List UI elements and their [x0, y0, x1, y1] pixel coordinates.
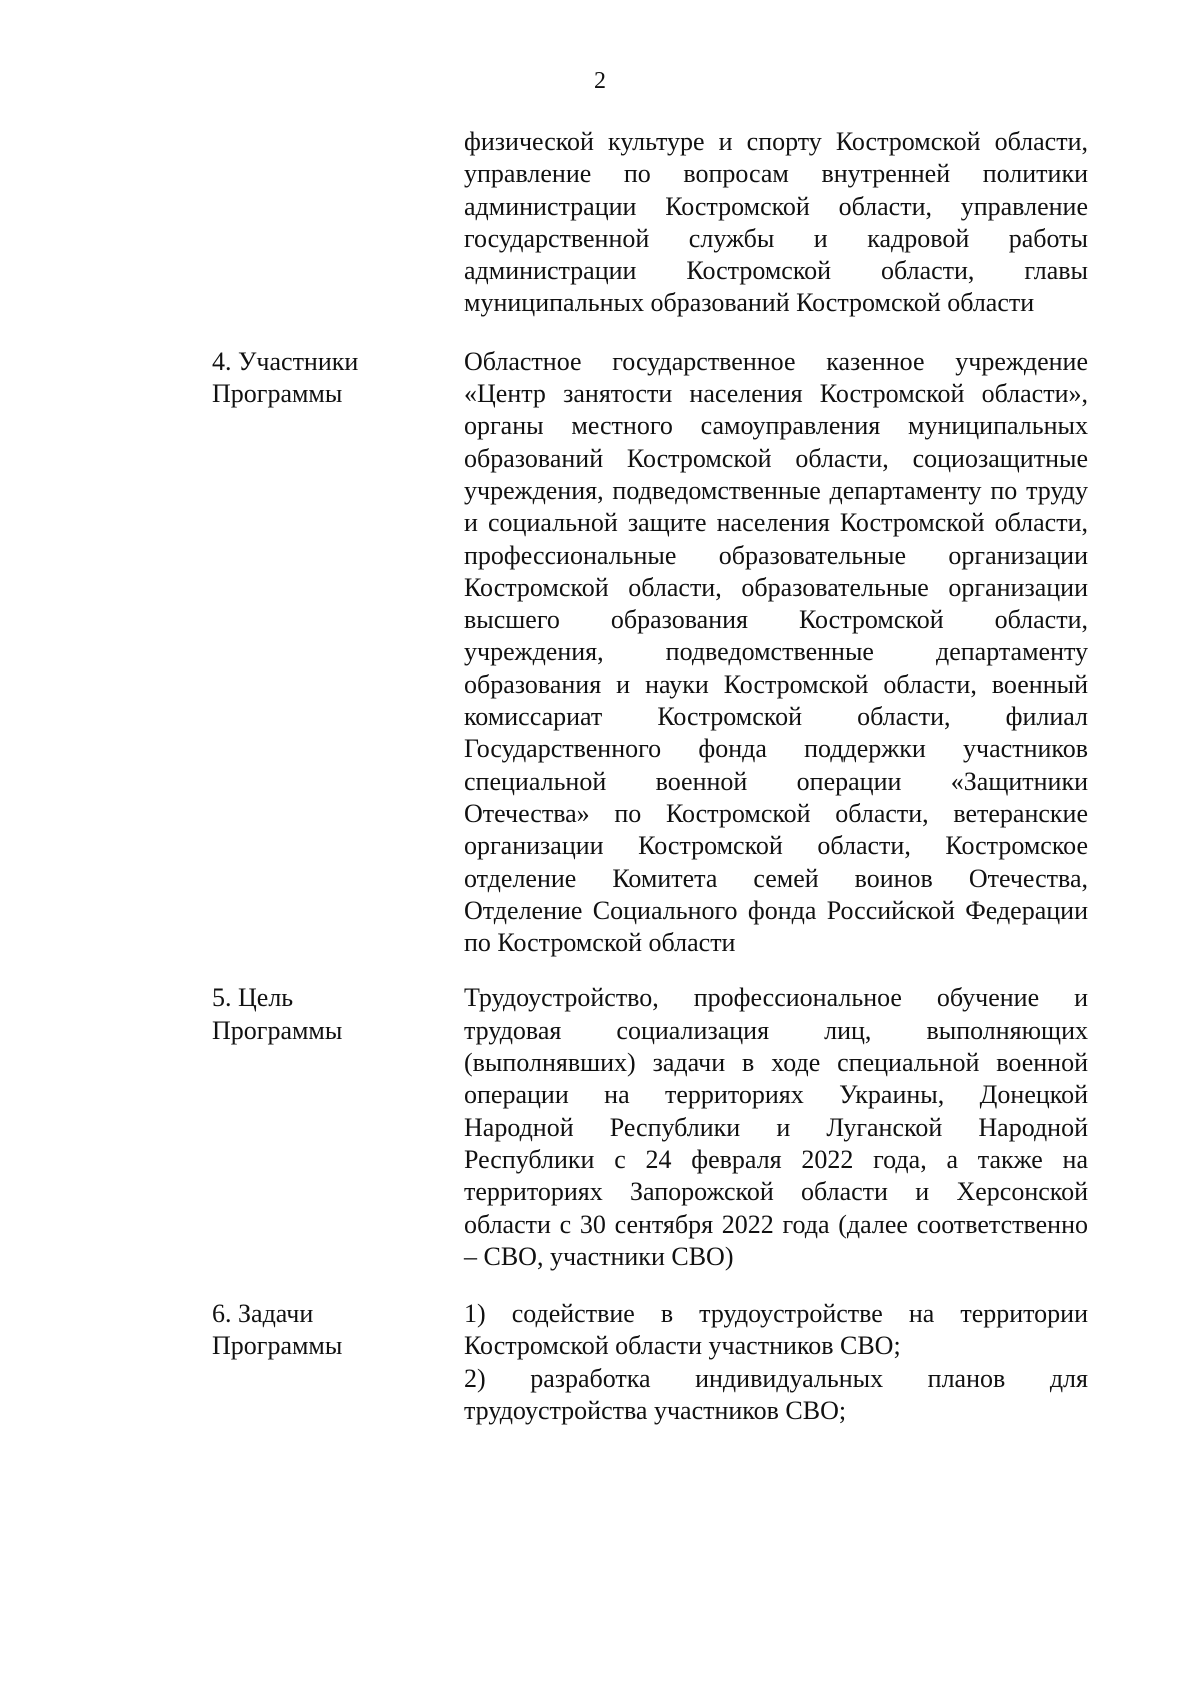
participants-text: Областное государственное казенное учреждение «Центр занятости населения Костромской области», органы местного самоуправления муниципальных образований Костромской области, социозащитные учреждения, подведомственные департаменту по труду и социальной защите населения Костромской области, профессиональные образовательные организации Костромской области, образовательные организации высшего образования Костромской области, учреждения, подведомственные департаменту образования и науки Костромской области, военный комиссариат Костромской области, филиал Государственного фонда поддержки участников специальной военной операции «Защитники Отечества» по Костромской области, ветеранские организации Костромской области, Костромское отделение Комитета семей воинов Отечества, Отделение Социального фонда Российской Федерации по Костромской области: [464, 346, 1088, 958]
tasks-label-line-2: Программы: [212, 1331, 343, 1361]
row-label: [212, 1298, 464, 1427]
task-item-1: 1) содействие в трудоустройстве на территории Костромской области участников СВО;: [464, 1299, 1088, 1361]
goal-label-line-1: 5. Цель: [212, 983, 294, 1013]
responsible-executors-text: физической культуре и спорту Костромской области, управление по вопросам внутренней политики администрации Костромской области, управление государственной службы и кадровой работы администрации Костромской области, главы муниципальных образований Костромской области: [464, 127, 1088, 318]
row-text: [464, 346, 1088, 960]
participants-label-line-1: 4. Участники: [212, 346, 359, 376]
responsible-executors-continuation-row: [212, 126, 1088, 320]
row-text: [464, 126, 1088, 320]
row-text: [464, 1298, 1088, 1427]
row-label: [212, 346, 464, 960]
tasks-row: [212, 1298, 1088, 1427]
goal-label-line-2: Программы: [212, 1015, 343, 1045]
row-label: [212, 982, 464, 1273]
task-item-2: 2) разработка индивидуальных планов для трудоустройства участников СВО;: [464, 1363, 1088, 1425]
row-text: [464, 982, 1088, 1273]
program-passport-table: [212, 126, 1088, 1451]
page-number: 2: [594, 68, 606, 94]
participants-row: [212, 346, 1088, 960]
row-label-empty: [212, 126, 464, 320]
goal-row: [212, 982, 1088, 1273]
participants-label-line-2: Программы: [212, 379, 343, 409]
goal-text: Трудоустройство, профессиональное обучение и трудовая социализация лиц, выполняющих (выполнявших) задачи в ходе специальной военной операции на территориях Украины, Донецкой Народной Республики и Луганской Народной Республики с 24 февраля 2022 года, а также на территориях Запорожской области и Херсонской области с 30 сентября 2022 года (далее соответственно – СВО, участники СВО): [464, 983, 1088, 1271]
tasks-label-line-1: 6. Задачи: [212, 1299, 314, 1329]
